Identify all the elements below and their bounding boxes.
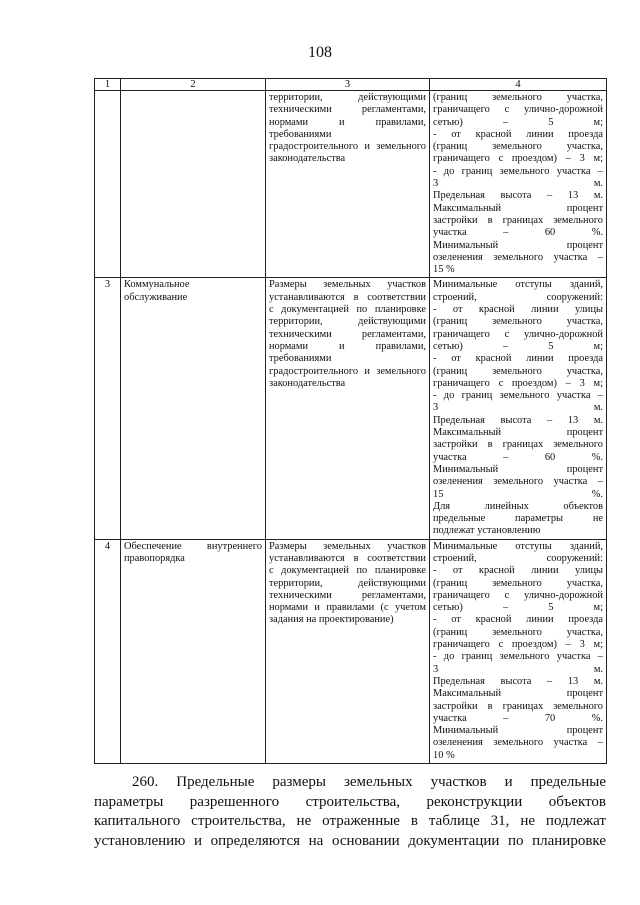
- header-cell: 1: [95, 79, 121, 91]
- cell-text-line: сетью) – 5 м;: [433, 116, 603, 128]
- cell-text-line: - до границ земельного участка –: [433, 165, 603, 177]
- cell-text-line: техническими регламентами,: [269, 328, 426, 340]
- cell-text-line: Минимальные отступы зданий,: [433, 540, 603, 552]
- cell-text-line: Максимальный процент: [433, 427, 603, 439]
- cell-text-line: территории, действующими: [269, 577, 426, 589]
- cell-text-line: - до границ земельного участка –: [433, 390, 603, 402]
- cell-text-line: задания на проектирование): [269, 614, 394, 626]
- row-number-cell: 4: [95, 539, 121, 763]
- cell-text-line: - от красной линии проезда: [433, 128, 603, 140]
- header-cell: 4: [430, 79, 607, 91]
- cell-text-line: Максимальный процент: [433, 202, 603, 214]
- cell-text-line: Минимальный процент: [433, 239, 603, 251]
- cell-text-line: - от красной линии проезда: [433, 614, 603, 626]
- cell-text-line: подлежат установлению: [433, 525, 541, 537]
- paragraph-line: параметры разрешенного строительства, реконструкции объектов: [94, 793, 606, 810]
- cell-text-line: участка – 60 %.: [433, 227, 603, 239]
- cell-text-line: (границ земельного участка,: [433, 316, 603, 328]
- cell-text-line: 15 %: [433, 264, 455, 276]
- cell-text-line: техническими регламентами,: [269, 104, 426, 116]
- cell-text-line: градостроительного и земельного: [269, 365, 426, 377]
- parameters-cell: [430, 539, 607, 763]
- table-body: [95, 79, 607, 764]
- cell-text-line: Размеры земельных участков: [269, 279, 426, 291]
- cell-text-line: (границ земельного участка,: [433, 141, 603, 153]
- cell-text-line: - от красной линии улицы: [433, 565, 603, 577]
- cell-text-line: Для линейных объектов: [433, 500, 603, 512]
- cell-text-line: устанавливаются в соответствии: [269, 291, 426, 303]
- cell-text-line: граничащего с проездом) – 3 м;: [433, 639, 603, 651]
- cell-text-line: обслуживание: [124, 291, 188, 303]
- use-name-cell: [121, 278, 266, 539]
- cell-text-line: Минимальные отступы зданий,: [433, 279, 603, 291]
- cell-text-line: с документацией по планировке: [269, 304, 426, 316]
- table-header-row: [95, 79, 607, 91]
- use-name-cell: [121, 91, 266, 278]
- cell-text-line: с документацией по планировке: [269, 565, 426, 577]
- plot-size-cell: [266, 278, 430, 539]
- cell-text-line: предельные параметры не: [433, 513, 603, 525]
- cell-text-line: Коммунальное: [124, 279, 190, 291]
- cell-text-line: Минимальный процент: [433, 463, 603, 475]
- cell-text-line: граничащего с улично-дорожной: [433, 328, 603, 340]
- cell-text-line: правопорядка: [124, 552, 185, 564]
- cell-text-line: застройки в границах земельного: [433, 214, 603, 226]
- cell-text-line: устанавливаются в соответствии: [269, 552, 426, 564]
- cell-text-line: территории, действующими: [269, 316, 426, 328]
- use-name-cell: [121, 539, 266, 763]
- cell-text-line: Предельная высота – 13 м.: [433, 414, 603, 426]
- cell-text-line: Обеспечение внутреннего: [124, 540, 262, 552]
- paragraph-line: 260. Предельные размеры земельных участков и предельные: [132, 774, 606, 790]
- cell-text-line: (границ земельного участка,: [433, 577, 603, 589]
- header-cell: 2: [121, 79, 266, 91]
- cell-text-line: озеленения земельного участка –: [433, 476, 603, 488]
- cell-text-line: требованиями: [269, 128, 332, 140]
- cell-text-line: - от красной линии улицы: [433, 304, 603, 316]
- cell-text-line: участка – 60 %.: [433, 451, 603, 463]
- table-row: [95, 539, 607, 763]
- cell-text-line: сетью) – 5 м;: [433, 602, 603, 614]
- cell-text-line: озеленения земельного участка –: [433, 251, 603, 263]
- table-row: [95, 91, 607, 278]
- cell-text-line: - от красной линии проезда: [433, 353, 603, 365]
- cell-text-line: граничащего с улично-дорожной: [433, 104, 603, 116]
- cell-text-line: нормами и правилами (с учетом: [269, 602, 426, 614]
- cell-text-line: нормами и правилами,: [269, 340, 426, 352]
- cell-text-line: нормами и правилами,: [269, 116, 426, 128]
- cell-text-line: территории, действующими: [269, 92, 426, 103]
- cell-text-line: - до границ земельного участка –: [433, 651, 603, 663]
- cell-text-line: 10 %: [433, 749, 455, 761]
- paragraph-line: капитального строительства, не отраженные в таблице 31, не подлежат: [94, 813, 606, 830]
- parameters-cell: [430, 91, 607, 278]
- cell-text-line: Предельная высота – 13 м.: [433, 675, 603, 687]
- cell-text-line: Минимальный процент: [433, 725, 603, 737]
- cell-text-line: граничащего с проездом) – 3 м;: [433, 377, 603, 389]
- plot-size-cell: [266, 91, 430, 278]
- cell-text-line: сетью) – 5 м;: [433, 340, 603, 352]
- row-number-cell: 3: [95, 278, 121, 539]
- cell-text-line: Предельная высота – 13 м.: [433, 190, 603, 202]
- cell-text-line: 15 %.: [433, 488, 603, 500]
- closing-paragraph: [94, 773, 606, 852]
- paragraph-line: установлению и определяются на основании документации по планировке: [94, 833, 606, 850]
- cell-text-line: требованиями: [269, 353, 332, 365]
- cell-text-line: застройки в границах земельного: [433, 700, 603, 712]
- page-number: 108: [308, 44, 332, 61]
- cell-text-line: граничащего с улично-дорожной: [433, 589, 603, 601]
- cell-text-line: Максимальный процент: [433, 688, 603, 700]
- cell-text-line: 3 м.: [433, 402, 603, 414]
- cell-text-line: (границ земельного участка,: [433, 365, 603, 377]
- cell-text-line: 3 м.: [433, 663, 603, 675]
- cell-text-line: законодательства: [269, 377, 346, 389]
- parameters-cell: [430, 278, 607, 539]
- cell-text-line: строений, сооружений:: [433, 291, 603, 303]
- cell-text-line: (границ земельного участка,: [433, 92, 603, 103]
- cell-text-line: градостроительного и земельного: [269, 141, 426, 153]
- cell-text-line: граничащего с проездом) – 3 м;: [433, 153, 603, 165]
- cell-text-line: техническими регламентами,: [269, 589, 426, 601]
- cell-text-line: 3 м.: [433, 178, 603, 190]
- regulations-table: [94, 78, 607, 764]
- plot-size-cell: [266, 539, 430, 763]
- cell-text-line: озеленения земельного участка –: [433, 737, 603, 749]
- cell-text-line: застройки в границах земельного: [433, 439, 603, 451]
- cell-text-line: строений, сооружений:: [433, 552, 603, 564]
- cell-text-line: участка – 70 %.: [433, 712, 603, 724]
- table-row: [95, 278, 607, 539]
- cell-text-line: Размеры земельных участков: [269, 540, 426, 552]
- row-number-cell: [95, 91, 121, 278]
- cell-text-line: законодательства: [269, 153, 346, 165]
- cell-text-line: (границ земельного участка,: [433, 626, 603, 638]
- header-cell: 3: [266, 79, 430, 91]
